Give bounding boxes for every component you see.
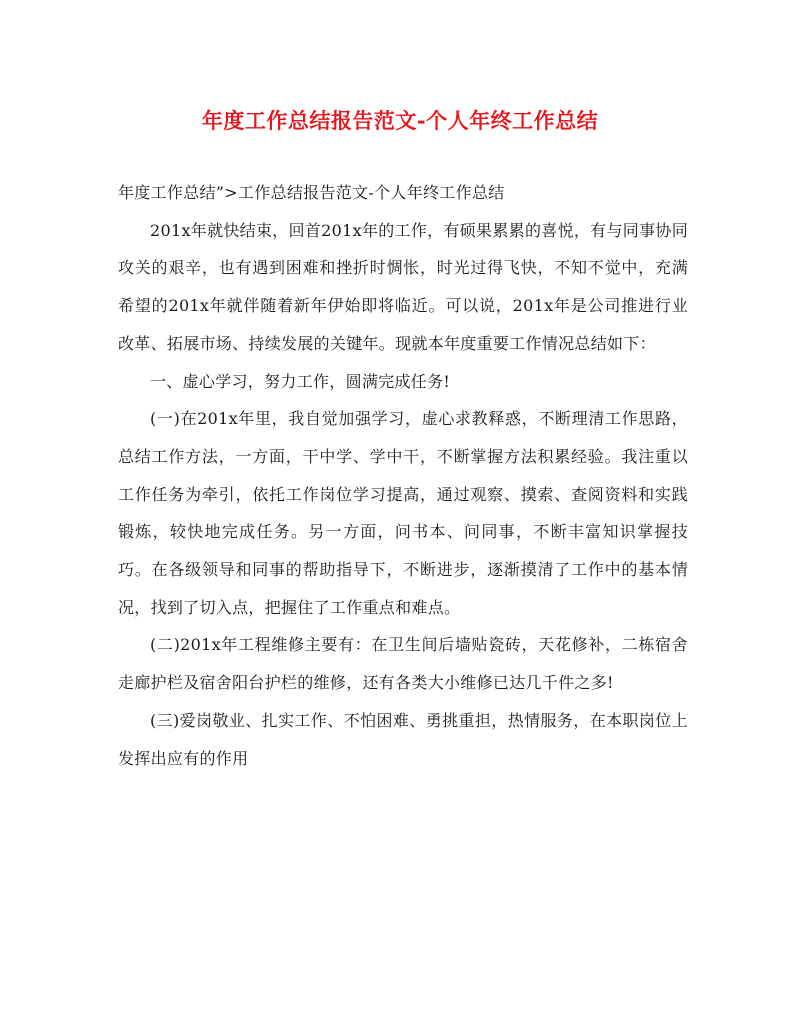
section-heading-one: 一、虚心学习，努力工作，圆满完成任务!	[150, 371, 451, 391]
summary-paragraph: 201x年就快结束，回首201x年的工作，有硕果累累的喜悦，有与同事协同攻关的艰辛，也有遇到困难和挫折时惆怅，时光过得飞快，不知不觉中，充满希望的201x年就伴随着新年伊始即将临近。可以说，201x年是公司推进行业改革、拓展市场、持续发展的关键年。现就本年度重要工作情况总结如下：	[118, 220, 688, 353]
document-title: 年度工作总结报告范文-个人年终工作总结	[201, 108, 599, 133]
document-body	[118, 174, 688, 777]
intro-line: 年度工作总结”>工作总结报告范文-个人年终工作总结	[118, 183, 505, 202]
section-item-three: (三)爱岗敬业、扎实工作、不怕困难、勇挑重担，热情服务，在本职岗位上发挥出应有的作用	[118, 710, 688, 768]
section-item-two: (二)201x年工程维修主要有：在卫生间后墙贴瓷砖，天花修补，二栋宿舍走廊护栏及宿舍阳台护栏的维修，还有各类大小维修已达几千件之多!	[118, 635, 688, 693]
section-item-one: (一)在201x年里，我自觉加强学习，虚心求教释惑，不断理清工作思路，总结工作方法，一方面，干中学、学中干，不断掌握方法积累经验。我注重以工作任务为牵引，依托工作岗位学习提高，通过观察、摸索、查阅资料和实践锻炼，较快地完成任务。另一方面，问书本、问同事，不断丰富知识掌握技巧。在各级领导和同事的帮助指导下，不断进步，逐渐摸清了工作中的基本情况，找到了切入点，把握住了工作重点和难点。	[118, 409, 688, 617]
